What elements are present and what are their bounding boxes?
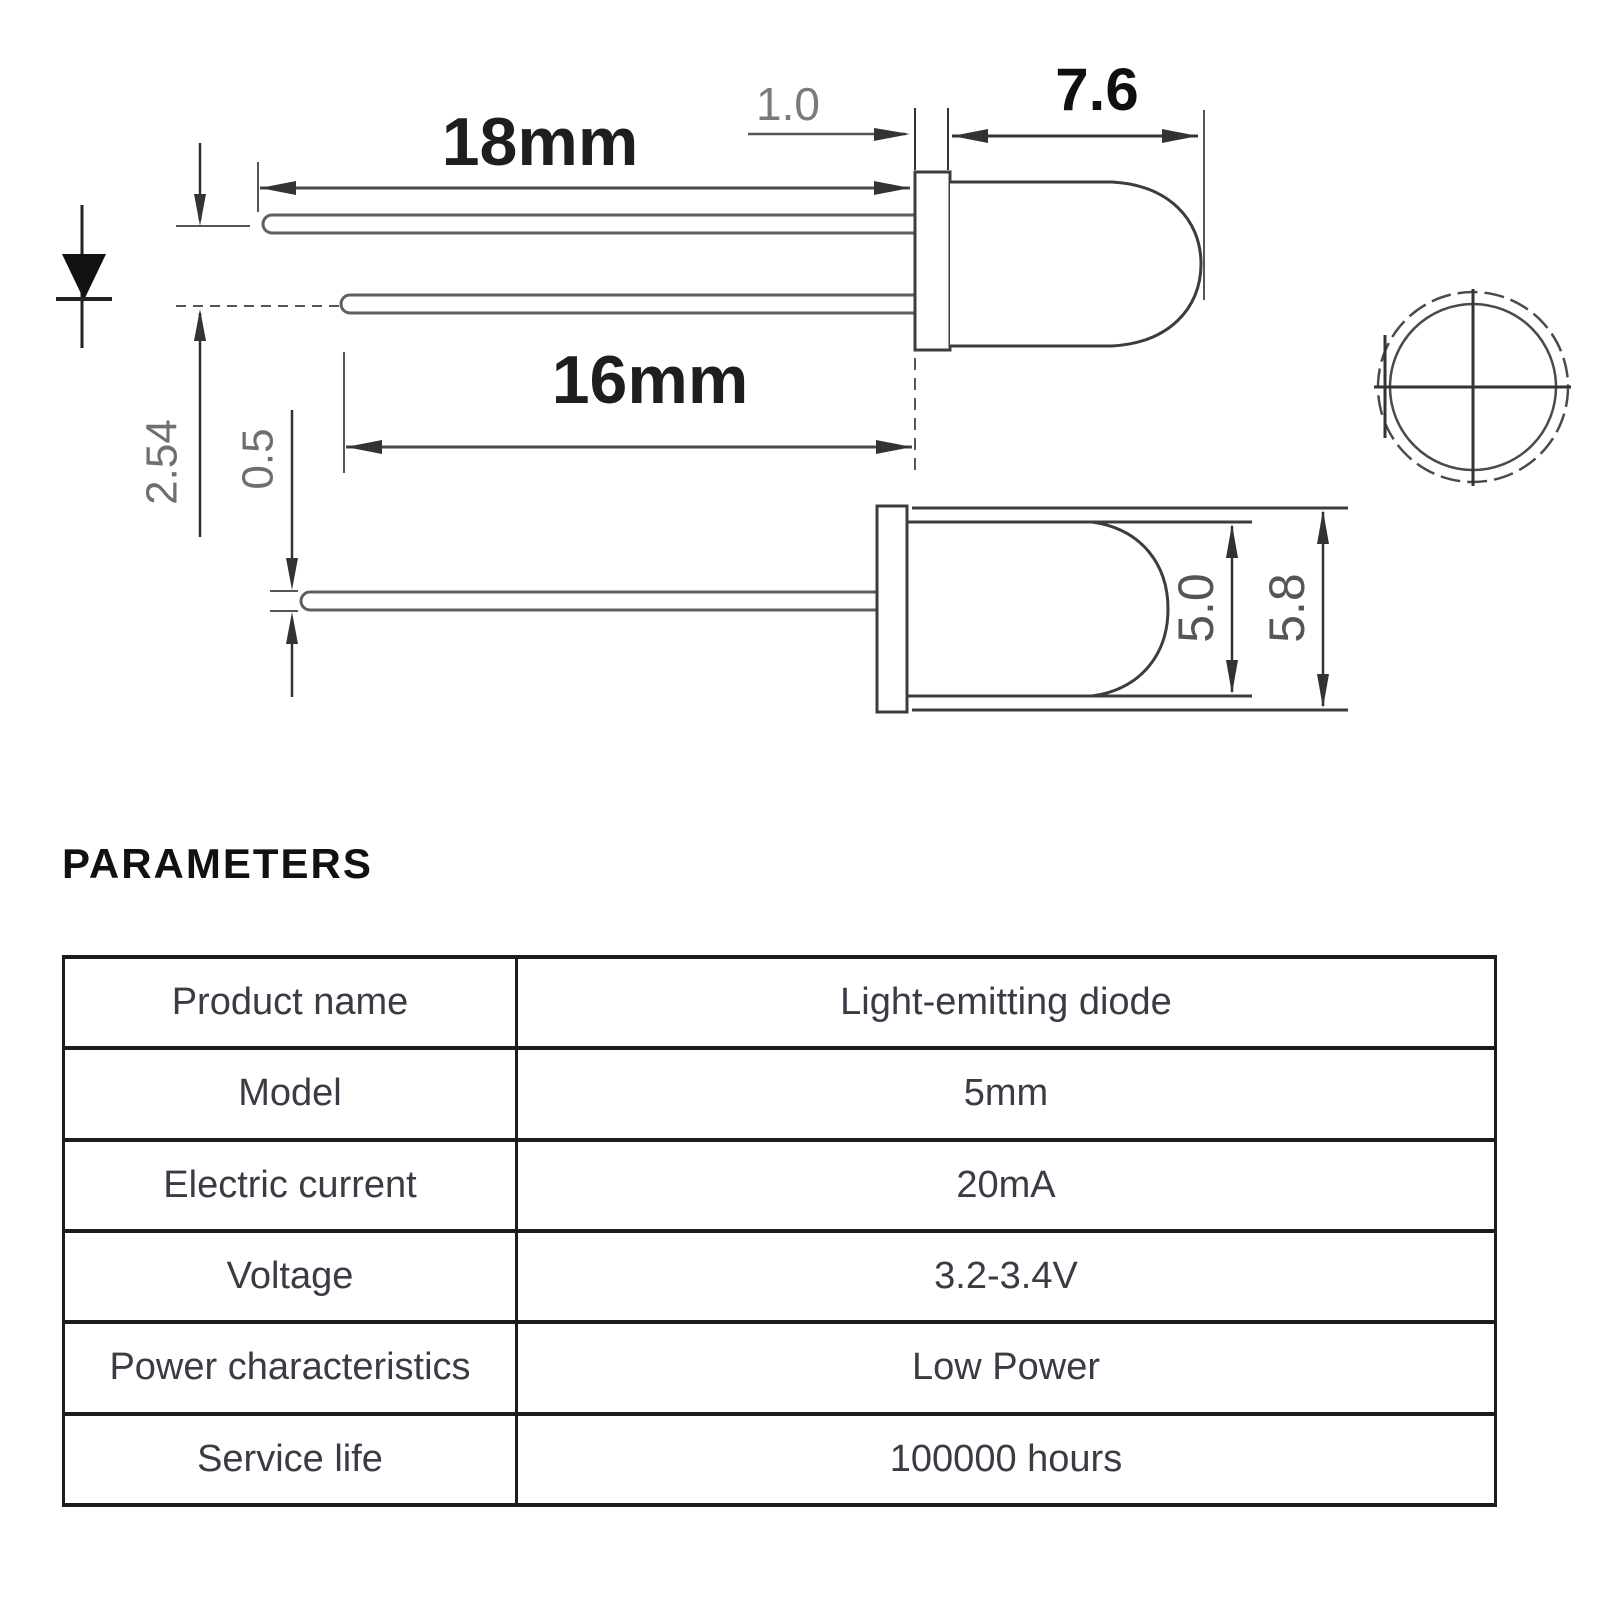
arrow-right-icon (874, 181, 910, 195)
arrow-left-icon (260, 181, 296, 195)
arrow-left-icon (952, 129, 988, 143)
param-label: Voltage (64, 1231, 517, 1322)
dim-label-flange-thickness: 1.0 (756, 78, 820, 130)
param-label: Service life (64, 1414, 517, 1505)
dim-label-body-length: 7.6 (1055, 56, 1139, 123)
param-label: Product name (64, 957, 517, 1048)
dim-label-body-diameter: 5.0 (1168, 573, 1225, 643)
dimension-bottom-lead-length (344, 342, 915, 473)
led-body-dome (950, 182, 1201, 346)
param-label: Model (64, 1048, 517, 1139)
param-value: 100000 hours (517, 1414, 1496, 1505)
arrow-down-icon (1226, 660, 1238, 694)
param-value: 5mm (517, 1048, 1496, 1139)
table-row (64, 1140, 1496, 1231)
led-lead (301, 592, 877, 610)
dim-label-bottom-lead-length: 16mm (551, 342, 749, 418)
dim-label-top-lead-length: 18mm (441, 104, 639, 180)
param-label: Power characteristics (64, 1322, 517, 1413)
dim-label-flange-diameter: 5.8 (1259, 573, 1316, 643)
arrow-down-icon (194, 194, 206, 226)
diode-symbol-icon (56, 205, 112, 348)
arrow-down-icon (286, 558, 298, 590)
param-label: Electric current (64, 1140, 517, 1231)
led-flange (915, 172, 950, 350)
table-row (64, 1414, 1496, 1505)
dim-label-lead-pitch: 2.54 (137, 419, 187, 505)
table-row (64, 1231, 1496, 1322)
arrow-up-icon (1226, 524, 1238, 558)
led-anode-lead (263, 215, 915, 233)
led-top-view (1374, 289, 1571, 486)
table-row (64, 957, 1496, 1048)
arrow-up-icon (1317, 510, 1329, 544)
dimension-lead-thickness (234, 410, 298, 697)
dimension-flange-thickness (748, 78, 948, 170)
arrow-right-icon (876, 440, 912, 454)
led-flange (877, 506, 907, 712)
table-row (64, 1322, 1496, 1413)
parameters-table (62, 955, 1497, 1507)
parameters-heading: PARAMETERS (62, 840, 373, 887)
dimension-flange-diameter (1259, 510, 1329, 708)
param-value: Low Power (517, 1322, 1496, 1413)
dim-label-lead-thickness: 0.5 (233, 428, 283, 490)
dimension-body-diameter (1168, 524, 1238, 694)
arrow-up-icon (194, 309, 206, 341)
arrow-right-icon (874, 128, 910, 141)
arrow-left-icon (346, 440, 382, 454)
param-value: 3.2-3.4V (517, 1231, 1496, 1322)
led-side-view (915, 172, 1201, 350)
arrow-up-icon (286, 612, 298, 644)
param-value: Light-emitting diode (517, 957, 1496, 1048)
led-dome-arc (1092, 522, 1168, 696)
arrow-down-icon (1317, 674, 1329, 708)
table-row (64, 1048, 1496, 1139)
led-cathode-lead (341, 295, 915, 313)
arrow-right-icon (1162, 129, 1198, 143)
param-value: 20mA (517, 1140, 1496, 1231)
